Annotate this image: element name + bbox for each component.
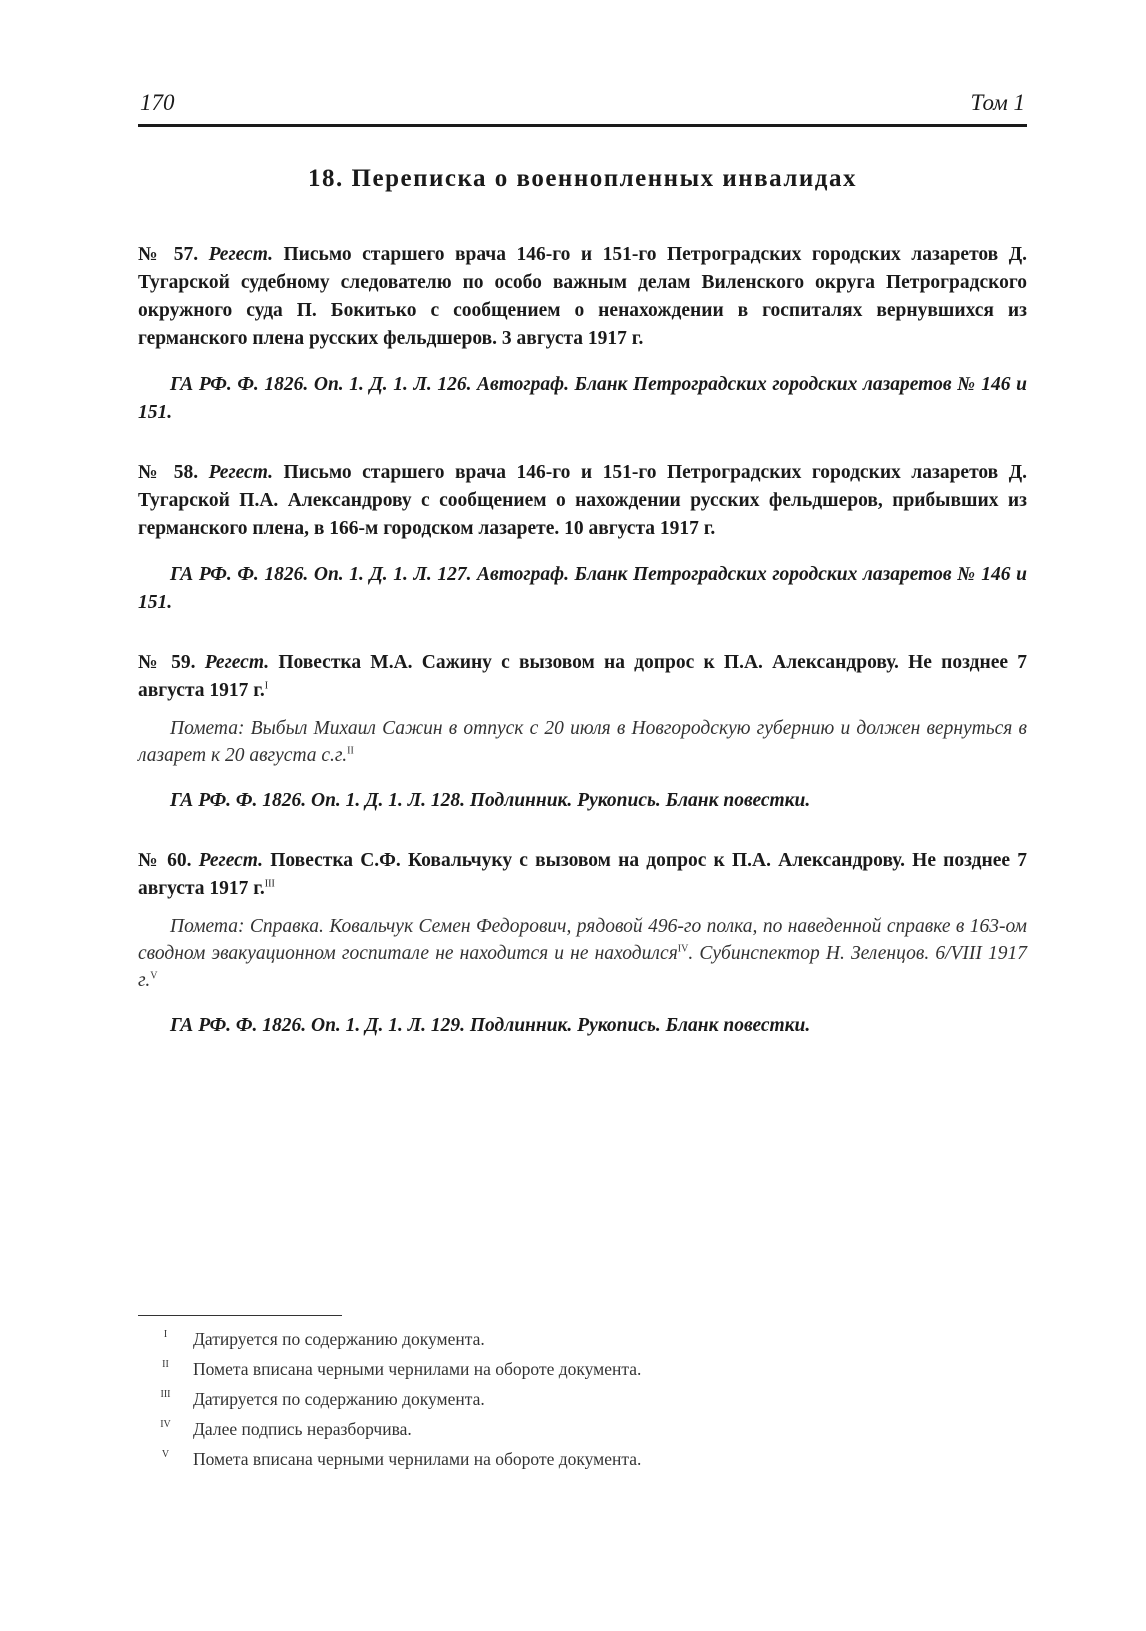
regest-text: Повестка М.А. Сажину с вызовом на допрос к П.А. Александрову. Не позднее 7 августа 1917 г. — [138, 652, 1027, 701]
footnote-mark: III — [160, 1389, 171, 1400]
page — [138, 88, 1027, 1072]
footnote — [138, 1448, 1027, 1470]
footnote-ref: I — [264, 680, 269, 692]
regest — [138, 459, 1027, 543]
footnote-text: Помета вписана черными чернилами на обороте документа. — [193, 1359, 642, 1379]
regest — [138, 847, 1027, 903]
volume-label: Том 1 — [970, 90, 1025, 115]
entry-60 — [138, 847, 1027, 1040]
footnotes — [138, 1315, 1027, 1478]
regest-label: Регест. — [208, 462, 273, 483]
regest-label: Регест. — [204, 652, 270, 673]
footnote-ref: II — [347, 745, 354, 757]
entry-number: № 58. — [138, 462, 199, 483]
regest — [138, 649, 1027, 705]
running-header — [138, 88, 1027, 124]
footnote — [138, 1418, 1027, 1440]
footnote-text: Датируется по содержанию документа. — [193, 1389, 485, 1409]
footnote — [138, 1328, 1027, 1350]
note-text: Помета: Выбыл Михаил Сажин в отпуск с 20 июля в Новгородскую губернию и должен вернуться в лазарет к 20 августа с.г. — [138, 718, 1027, 766]
entry-57 — [138, 241, 1027, 427]
footnote-mark: IV — [160, 1419, 171, 1430]
entry-number: № 59. — [138, 652, 196, 673]
footnote-ref: IV — [677, 943, 689, 955]
annotation-note — [138, 715, 1027, 769]
section-title: 18. Переписка о военнопленных инвалидах — [308, 165, 857, 192]
footnote-ref: III — [264, 878, 275, 890]
footnote — [138, 1388, 1027, 1410]
entry-58 — [138, 459, 1027, 617]
note-text: . Субинспектор Н. Зеленцов. 6/VIII 1917 г. — [138, 943, 1028, 991]
footnote — [138, 1358, 1027, 1380]
regest-label: Регест. — [198, 850, 264, 871]
archive-source: ГА РФ. Ф. 1826. Оп. 1. Д. 1. Л. 129. Подлинник. Рукопись. Бланк повестки. — [170, 1015, 811, 1036]
footnote-ref: V — [150, 970, 158, 982]
regest-label: Регест. — [208, 244, 273, 265]
regest — [138, 241, 1027, 353]
entry-59 — [138, 649, 1027, 815]
archive-source: ГА РФ. Ф. 1826. Оп. 1. Д. 1. Л. 126. Автограф. Бланк Петроградских городских лазаретов № 146 и 151. — [138, 374, 1027, 423]
entry-number: № 60. — [138, 850, 192, 871]
entry-number: № 57. — [138, 244, 199, 265]
archive-source: ГА РФ. Ф. 1826. Оп. 1. Д. 1. Л. 128. Подлинник. Рукопись. Бланк повестки. — [170, 790, 811, 811]
footnote-mark: I — [163, 1329, 168, 1340]
page-number: 170 — [140, 90, 175, 115]
annotation-note — [138, 913, 1027, 994]
footnote-text: Помета вписана черными чернилами на обороте документа. — [193, 1449, 642, 1469]
footnote-rule — [138, 1315, 342, 1316]
footnote-mark: V — [161, 1449, 170, 1460]
archive-source: ГА РФ. Ф. 1826. Оп. 1. Д. 1. Л. 127. Автограф. Бланк Петроградских городских лазаретов № 146 и 151. — [138, 564, 1027, 613]
regest-text: Письмо старшего врача 146-го и 151-го Петроградских городских лазаретов Д. Тугарской П.А. Александрову с сообщением о нахождении русских фельдшеров, прибывших из германского плена, в 166-м городском лазарете. 10 августа 1917 г. — [138, 462, 1027, 539]
regest-text: Письмо старшего врача 146-го и 151-го Петроградских городских лазаретов Д. Тугарской судебному следователю по особо важным делам Виленского округа Петроградского окружного суда П. Бокитько с сообщением о ненахождении в госпиталях вернувшихся из германского плена русских фельдшеров. 3 августа 1917 г. — [138, 244, 1027, 349]
footnote-mark: II — [162, 1359, 169, 1370]
footnote-text: Далее подпись неразборчива. — [193, 1419, 412, 1439]
header-rule — [138, 124, 1027, 127]
regest-text: Повестка С.Ф. Ковальчуку с вызовом на допрос к П.А. Александрову. Не позднее 7 августа 1917 г. — [138, 850, 1027, 899]
footnote-text: Датируется по содержанию документа. — [193, 1329, 485, 1349]
note-text: Помета: Справка. Ковальчук Семен Федорович, рядовой 496-го полка, по наведенной справке в 163-ом сводном эвакуационном госпитале не находится и не находился — [138, 916, 1027, 964]
